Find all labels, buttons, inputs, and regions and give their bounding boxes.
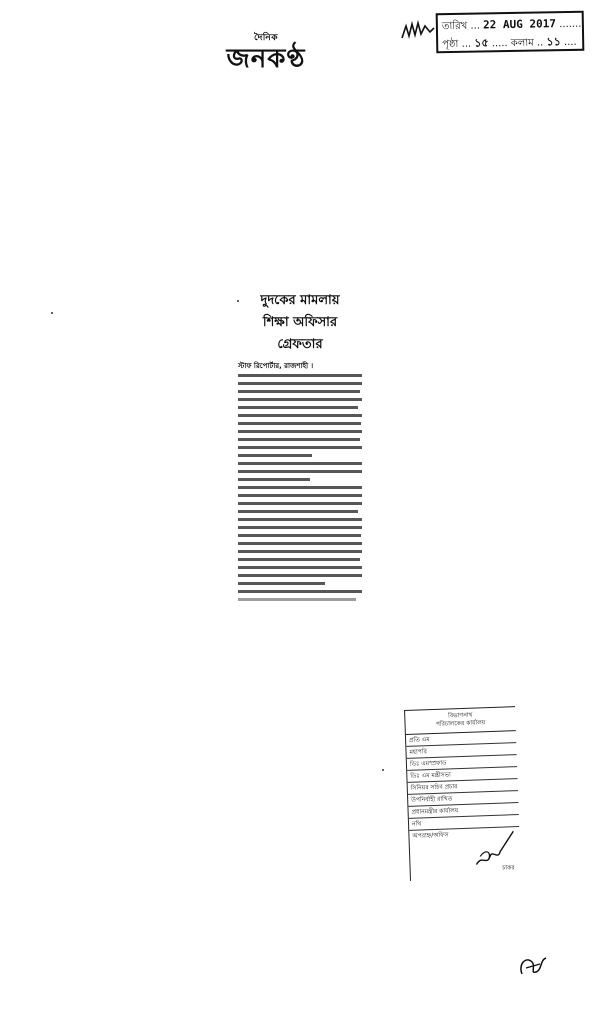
slip-row: মহাপরি <box>406 743 516 759</box>
news-clipping <box>238 290 362 606</box>
stamp-page-value: ১৫ <box>474 36 489 50</box>
headline-line-3: গ্রেফতার <box>277 337 323 352</box>
stamp-column-value: ১১ <box>546 35 561 49</box>
slip-subtitle: পরিচালকের কার্যালয় <box>435 719 486 728</box>
slip-row: নথি <box>409 815 519 831</box>
slip-row: ডিঃ এমস্প্রফাড <box>407 755 517 771</box>
stamp-date-row: তারিখ ... 22 AUG 2017 ....... <box>441 17 582 33</box>
slip-row: প্রধানমন্ত্রীর কার্যালয় <box>408 803 518 819</box>
signature-mark-icon <box>516 950 550 980</box>
scan-speck <box>382 769 384 771</box>
stamp-date-value: 22 AUG 2017 <box>483 17 557 32</box>
stamp-page-row: পৃষ্ঠা ... ১৫ ..... কলাম .. ১১ .... <box>442 35 577 51</box>
slip-row: উপনির্বাহী রাখিত <box>408 791 518 807</box>
slip-row: সিনিয়র সচিব প্রচার <box>408 779 518 795</box>
scribble-mark-icon <box>400 18 436 44</box>
stamp-column-label: কলাম <box>510 37 534 49</box>
article-byline: স্টাফ রিপোর্টার, রাজশাহী । <box>238 362 314 370</box>
slip-title: বিভাগনাথ <box>447 711 473 720</box>
slip-row: অপরাহ্ন/অফিস <box>412 831 449 840</box>
article-body <box>238 374 362 601</box>
stamp-page-label: পৃষ্ঠা <box>442 38 459 51</box>
date-stamp <box>436 11 585 54</box>
slip-row: ডিঃ এম মন্ত্রীসভা <box>407 767 517 783</box>
stamp-date-label: তারিখ <box>441 20 468 33</box>
masthead-daily-label: দৈনিক <box>253 33 279 43</box>
slip-footer: চাকর <box>502 864 515 872</box>
scan-speck <box>237 300 239 302</box>
routing-slip <box>404 706 521 881</box>
headline-line-2: শিক্ষা অফিসার <box>262 315 338 330</box>
headline-line-1: দুদকের মামলায় <box>260 293 340 308</box>
scan-speck <box>51 312 53 314</box>
slip-row: প্রতি এম <box>406 731 516 747</box>
newspaper-masthead <box>196 30 336 72</box>
article-headline <box>238 290 362 356</box>
masthead-title: জনকণ্ঠ <box>226 44 306 74</box>
